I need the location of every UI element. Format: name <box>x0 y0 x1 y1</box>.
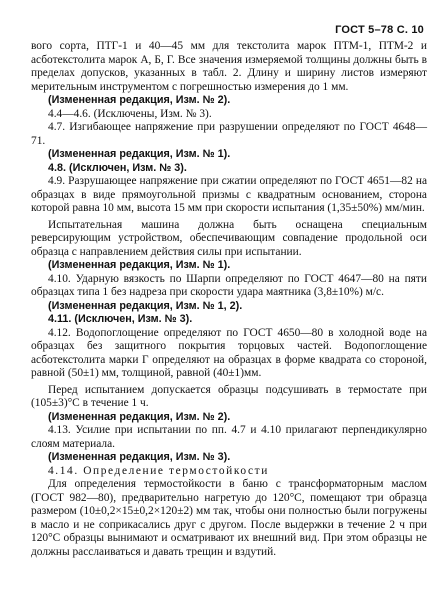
clause-4-9-note: Испытательная машина должна быть оснащена специальным реверсирующим устройством, обеспечивающим совпадение продольной оси образца с направлением действия силы при испытании. <box>31 218 427 258</box>
amendment-note: (Измененная редакция, Изм. № 1). <box>48 259 231 271</box>
amendment-note: (Измененная редакция, Изм. № 2). <box>48 94 231 106</box>
clause-4-12: 4.12. Водопоглощение определяют по ГОСТ 4650—80 в холодной воде на образцах без защитного покрытия торцовых частей. Водопоглощение асботекстолита марки Г определяют на образцах в форме квадрата со стороной, равной (50±1) мм, толщиной, равной (40±1)мм. <box>31 326 427 379</box>
clause-4-9: 4.9. Разрушающее напряжение при сжатии определяют по ГОСТ 4651—82 на образцах в виде прямоугольной призмы с квадратным основанием, сторона которой равна 10 мм, высота 15 мм при скорости испытания (1,35±50%) мм/мин. <box>31 175 427 214</box>
clause-4-7: 4.7. Изгибающее напряжение при разрушении определяют по ГОСТ 4648—71. <box>31 121 427 147</box>
clause-4-12-note: Перед испытанием допускается образцы подсушивать в термостате при (105±3)°С в течение 1 ч. <box>31 383 427 409</box>
amendment-note: (Измененная редакция, Изм. № 2). <box>48 410 231 423</box>
clause-4-14-body: Для определения термостойкости в баню с трансформаторным маслом (ГОСТ 982—80), предварительно нагретую до 120°С, помещают три образца размером (10±0,2×15±0,2×120±2) мм так, чтобы они полностью были погружены в масло и не соприкасались друг с другом. После выдержки в течение 2 ч при 120°С образцы вынимают и осматривают их внешний вид. При этом образцы не должны расслаиваться и давать трещин и вздутий. <box>31 478 427 558</box>
clause-4-13: 4.13. Усилие при испытании по пп. 4.7 и 4.10 прилагают перпендикулярно слоям материала. <box>31 424 427 450</box>
document-body <box>31 40 427 559</box>
amendment-note: 4.8. (Исключен, Изм. № 3). <box>48 161 187 174</box>
amendment-note: 4.11. (Исключен, Изм. № 3). <box>48 313 193 325</box>
clause-4-14-title: 4.14. Определение термостойкости <box>48 464 269 477</box>
amendment-note: (Измененная редакция, Изм. № 3). <box>48 451 231 463</box>
paragraph-continuation: вого сорта, ПТГ-1 и 40—45 мм для текстолита марок ПТМ-1, ПТМ-2 и асботекстолита марок А, Б, Г. Все значения измеряемой толщины должны быть в пределах допусков, указанных в табл. 2. Длину и ширину листов измеряют мерительным инструментом с погрешностью измерения до 1 мм. <box>31 40 427 93</box>
clause-excluded: 4.4—4.6. (Исключены, Изм. № 3). <box>48 107 212 120</box>
clause-4-10: 4.10. Ударную вязкость по Шарпи определяют по ГОСТ 4647—80 на пяти образцах типа 1 без надреза при скорости удара маятника (3,8±10%) м/с. <box>31 272 427 298</box>
page-header: ГОСТ 5–78 С. 10 <box>335 24 424 36</box>
amendment-note: (Измененная редакция, Изм. № 1). <box>48 148 231 160</box>
amendment-note: (Измененная редакция, Изм. № 1, 2). <box>48 299 243 312</box>
